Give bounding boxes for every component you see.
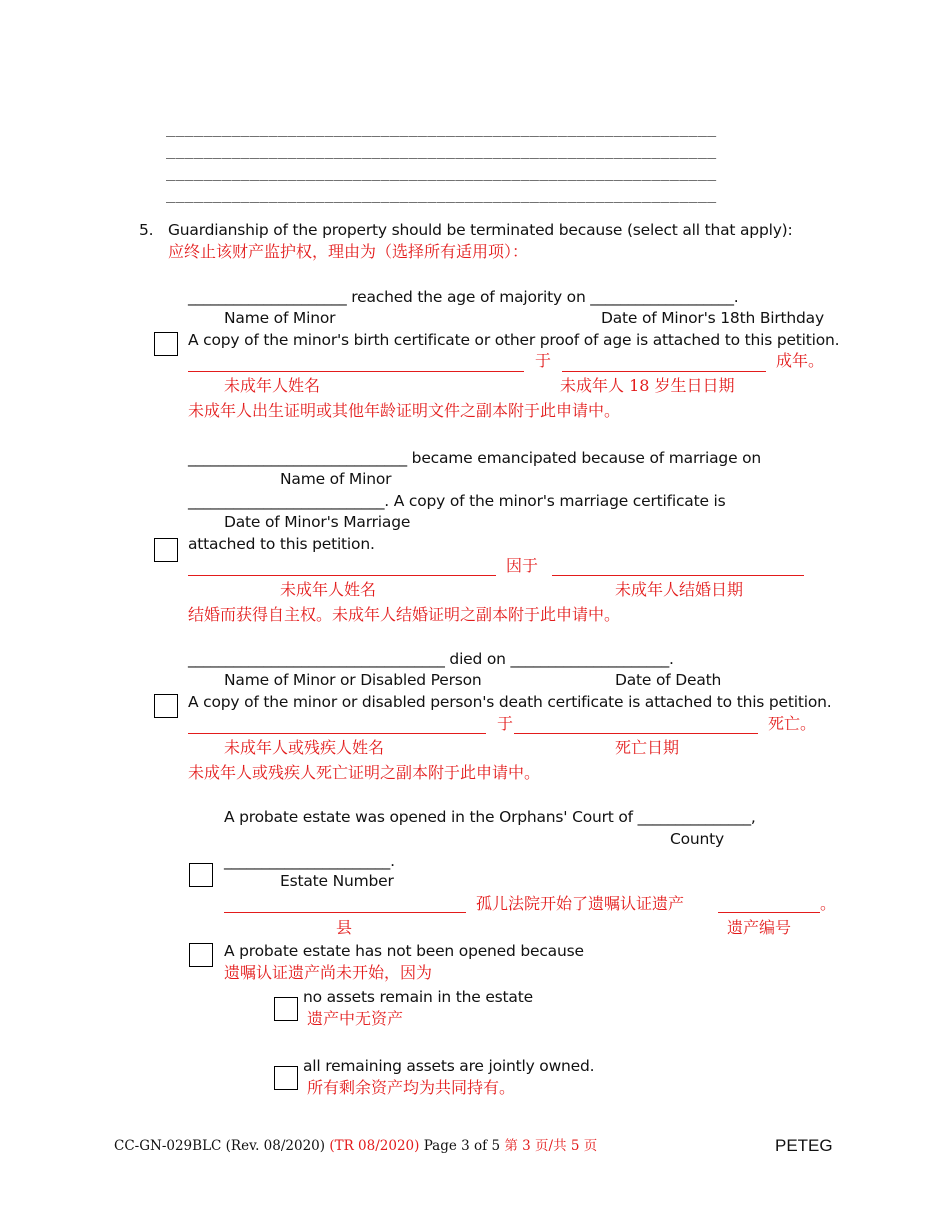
- death-zh-name-line[interactable]: [188, 733, 486, 734]
- section-heading-en: Guardianship of the property should be terminated because (select all that apply):: [168, 221, 793, 239]
- footer-page-zh: 第 3 页/共 5 页: [504, 1138, 598, 1154]
- probate-zh-label-estate: 遗产编号: [727, 918, 792, 937]
- blank-line-4[interactable]: ___________________________________________________________: [166, 185, 717, 203]
- reason-no-assets-checkbox[interactable]: [274, 997, 298, 1021]
- probate-zh-county-line[interactable]: [224, 912, 466, 913]
- majority-label-date: Date of Minor's 18th Birthday: [601, 309, 824, 327]
- reason-jointly-owned-checkbox[interactable]: [274, 1066, 298, 1090]
- death-text-en: A copy of the minor or disabled person's death certificate is attached to this petition.: [188, 693, 832, 711]
- marriage-label-date: Date of Minor's Marriage: [224, 513, 411, 531]
- death-zh-connector: 于: [497, 714, 514, 733]
- majority-zh-text: 未成年人出生证明或其他年龄证明文件之副本附于此申请中。: [188, 401, 621, 420]
- majority-label-name: Name of Minor: [224, 309, 336, 327]
- majority-zh-date-line[interactable]: [562, 371, 766, 372]
- marriage-zh-label-date: 未成年人结婚日期: [615, 580, 744, 599]
- majority-zh-name-line[interactable]: [188, 371, 524, 372]
- death-zh-end: 死亡。: [768, 714, 817, 733]
- blank-line-1[interactable]: ___________________________________________________________: [166, 119, 717, 137]
- marriage-line-2[interactable]: __________________________. A copy of the minor's marriage certificate is: [188, 492, 726, 510]
- probate-opened-checkbox[interactable]: [189, 863, 213, 887]
- probate-zh-opened: 孤儿法院开始了遗嘱认证遗产: [476, 894, 685, 913]
- death-zh-text: 未成年人或残疾人死亡证明之副本附于此申请中。: [188, 763, 541, 782]
- death-zh-date-line[interactable]: [514, 733, 758, 734]
- footer-code: PETEG: [775, 1136, 833, 1155]
- probate-zh-end: 。: [820, 894, 837, 913]
- marriage-label-name: Name of Minor: [280, 470, 392, 488]
- footer-page-en: Page 3 of 5: [423, 1138, 501, 1154]
- probate-label-estate: Estate Number: [280, 872, 394, 890]
- majority-line[interactable]: _____________________ reached the age of majority on ___________________.: [188, 288, 739, 306]
- probate-zh-label-county: 县: [336, 918, 353, 937]
- marriage-text-en: attached to this petition.: [188, 535, 375, 553]
- majority-text-en: A copy of the minor's birth certificate or other proof of age is attached to this petition.: [188, 331, 840, 349]
- majority-zh-label-date: 未成年人 18 岁生日日期: [560, 376, 735, 395]
- marriage-zh-label-name: 未成年人姓名: [280, 580, 377, 599]
- probate-label-county: County: [670, 830, 725, 848]
- footer-tr: (TR 08/2020): [329, 1138, 420, 1154]
- blank-line-2[interactable]: ___________________________________________________________: [166, 141, 717, 159]
- death-label-date: Date of Death: [615, 671, 722, 689]
- probate-zh-estate-line[interactable]: [718, 912, 820, 913]
- blank-line-3[interactable]: ___________________________________________________________: [166, 163, 717, 181]
- section-number: 5.: [139, 221, 154, 239]
- marriage-zh-date-line[interactable]: [552, 575, 804, 576]
- marriage-checkbox[interactable]: [154, 538, 178, 562]
- section-heading-zh: 应终止该财产监护权，理由为（选择所有适用项）：: [168, 242, 529, 261]
- marriage-line-1[interactable]: _____________________________ became emancipated because of marriage on: [188, 449, 762, 467]
- death-label-name: Name of Minor or Disabled Person: [224, 671, 482, 689]
- majority-checkbox[interactable]: [154, 332, 178, 356]
- footer-form-id: CC-GN-029BLC (Rev. 08/2020): [114, 1138, 326, 1154]
- death-zh-label-name: 未成年人或残疾人姓名: [224, 738, 385, 757]
- probate-not-opened-zh: 遗嘱认证遗产尚未开始，因为: [224, 963, 433, 982]
- marriage-zh-name-line[interactable]: [188, 575, 496, 576]
- majority-zh-connector: 于: [535, 351, 552, 370]
- probate-not-opened-checkbox[interactable]: [189, 943, 213, 967]
- probate-estate-line[interactable]: ______________________.: [224, 852, 395, 870]
- reason-no-assets-en: no assets remain in the estate: [303, 988, 533, 1006]
- reason-no-assets-zh: 遗产中无资产: [307, 1009, 404, 1028]
- death-line[interactable]: __________________________________ died on _____________________.: [188, 650, 674, 668]
- marriage-zh-connector: 因于: [506, 556, 539, 575]
- majority-zh-label-name: 未成年人姓名: [224, 376, 321, 395]
- footer-line: [114, 1136, 597, 1156]
- death-zh-label-date: 死亡日期: [615, 738, 680, 757]
- majority-zh-end: 成年。: [776, 351, 825, 370]
- probate-not-opened-en: A probate estate has not been opened because: [224, 942, 584, 960]
- probate-opened-en[interactable]: A probate estate was opened in the Orphans' Court of _______________,: [224, 808, 756, 826]
- reason-jointly-owned-zh: 所有剩余资产均为共同持有。: [307, 1078, 516, 1097]
- death-checkbox[interactable]: [154, 694, 178, 718]
- marriage-zh-text: 结婚而获得自主权。未成年人结婚证明之副本附于此申请中。: [188, 605, 621, 624]
- reason-jointly-owned-en: all remaining assets are jointly owned.: [303, 1057, 595, 1075]
